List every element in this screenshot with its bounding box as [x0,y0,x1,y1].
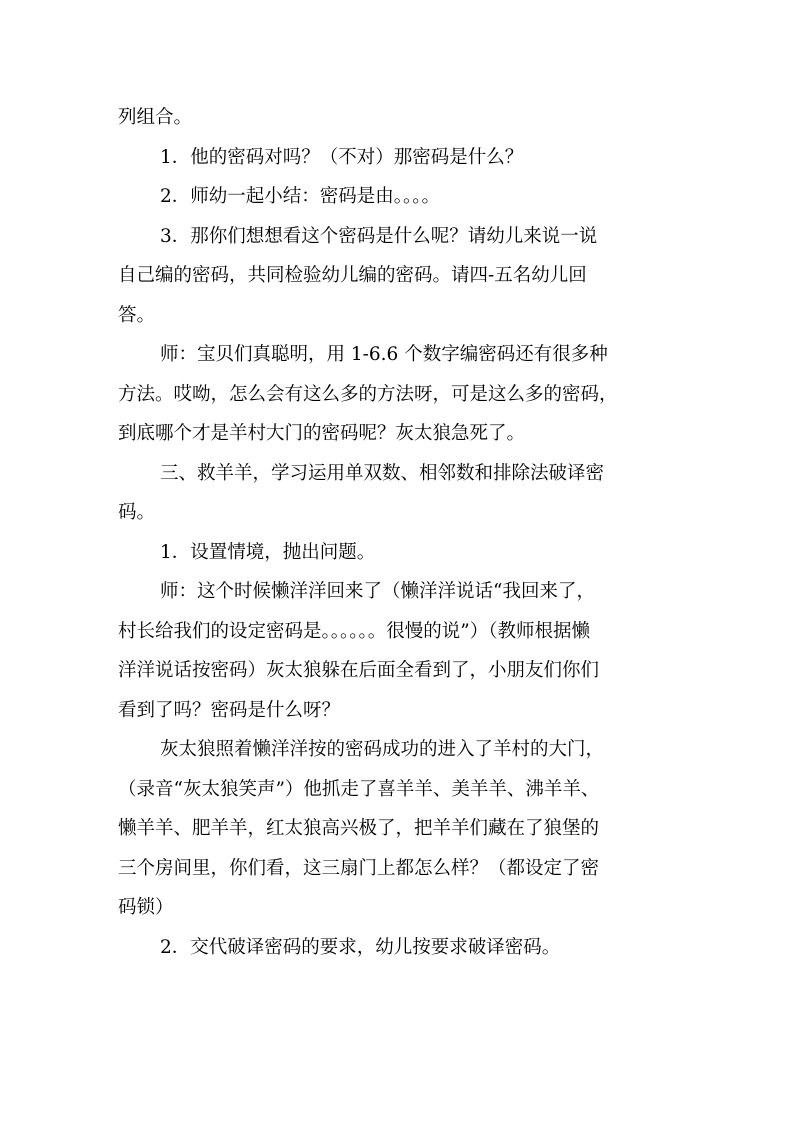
text-line: （录音“灰太狼笑声”）他抓走了喜羊羊、美羊羊、沸羊羊、 [118,778,600,800]
text-line: 三、救羊羊，学习运用单双数、相邻数和排除法破译密 [160,462,605,484]
text-line: 3．那你们想想看这个密码是什么呢？请幼儿来说一说 [160,225,598,247]
text-line: 列组合。 [118,107,193,128]
text-line: 三个房间里，你们看，这三扇门上都怎么样？（都设定了密 [118,857,600,879]
text-line: 灰太狼照着懒洋洋按的密码成功的进入了羊村的大门， [160,739,605,760]
text-line: 师：宝贝们真聪明，用 1-6.6 个数字编密码还有很多种 [160,344,608,365]
text-line: 懒羊羊、肥羊羊，红太狼高兴极了，把羊羊们藏在了狼堡的 [118,818,600,839]
text-line: 答。 [118,304,156,326]
text-line: 方法。哎呦，怎么会有这么多的方法呀，可是这么多的密码， [118,383,618,405]
text-line: 2．交代破译密码的要求，幼儿按要求破译密码。 [160,936,561,958]
text-line: 看到了吗？密码是什么呀？ [118,699,341,721]
text-line: 2．师幼一起小结：密码是由。。。。 [160,186,441,207]
text-line: 洋洋说话按密码）灰太狼躲在后面全看到了，小朋友们你们 [118,660,600,681]
text-line: 村长给我们的设定密码是。。。。。。很慢的说”）（教师根据懒 [118,620,590,642]
document-body [118,98,698,967]
text-line: 到底哪个才是羊村大门的密码呢？灰太狼急死了。 [118,423,526,444]
text-line: 码。 [118,502,156,523]
text-line: 师：这个时候懒洋洋回来了（懒洋洋说话“我回来了， [160,581,595,602]
text-line: 1．他的密码对吗？（不对）那密码是什么？ [160,146,524,168]
text-line: 码锁） [118,897,174,918]
text-line: 1．设置情境，抛出问题。 [160,541,376,563]
text-line: 自己编的密码，共同检验幼儿编的密码。请四-五名幼儿回 [118,265,587,286]
